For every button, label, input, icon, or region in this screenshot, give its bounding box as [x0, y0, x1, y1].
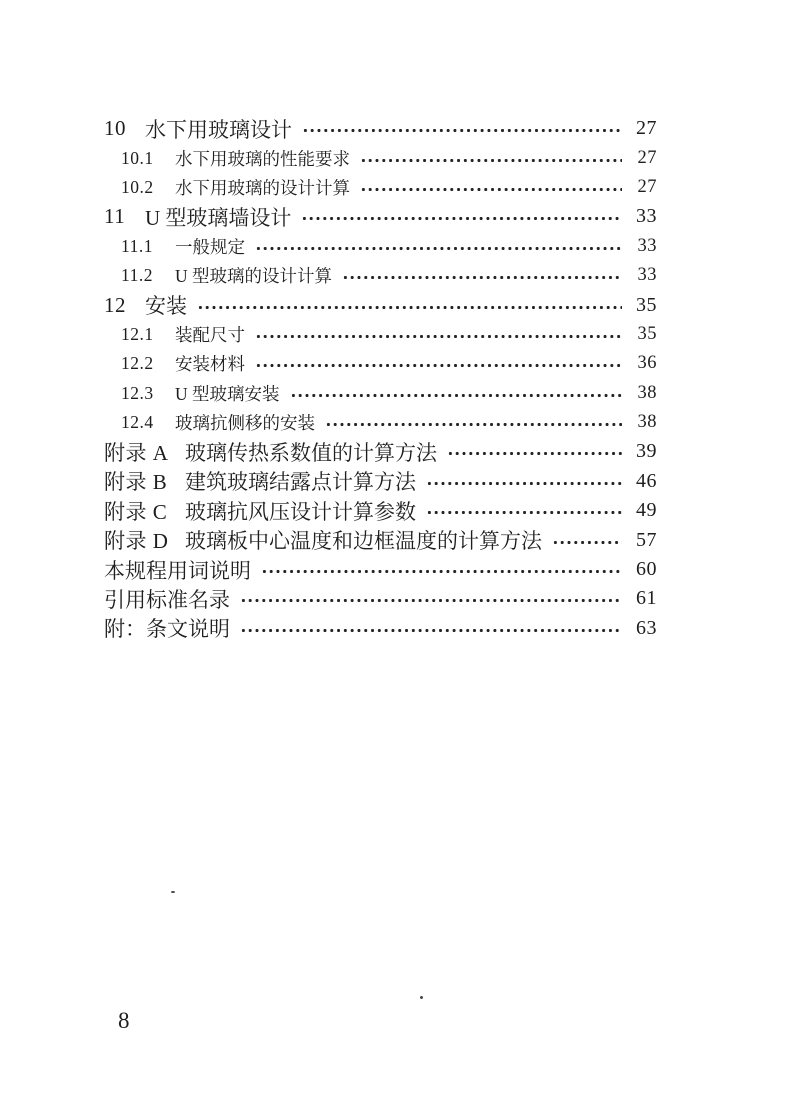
toc-entry-number: 附录 D — [104, 529, 169, 554]
toc-entry-number: 10.2 — [121, 176, 154, 197]
dot-leader — [301, 216, 622, 221]
toc-entry-page: 49 — [636, 499, 657, 522]
toc-entry-title: 水下用玻璃设计 — [145, 117, 292, 142]
toc-entry-title: U 型玻璃墙设计 — [145, 205, 292, 230]
dot-leader — [302, 128, 622, 133]
toc-entry — [0, 173, 800, 202]
toc-entry-page: 61 — [636, 587, 657, 610]
toc-entry-number: 11.1 — [121, 235, 153, 256]
dot-leader — [360, 187, 622, 192]
dot-leader — [255, 334, 622, 339]
toc-entry-number: 12.4 — [121, 412, 154, 433]
toc-entry-page: 36 — [637, 353, 657, 374]
toc-entry-number: 附录 B — [104, 470, 168, 495]
toc-entry-number: 10 — [104, 116, 126, 141]
toc-entry-number: 12 — [104, 292, 126, 317]
dot-leader — [325, 422, 622, 427]
toc-entry — [0, 379, 800, 408]
dot-leader — [261, 569, 622, 574]
toc-entry-page: 46 — [636, 469, 657, 492]
toc-entry — [0, 584, 800, 613]
scan-speck — [171, 891, 175, 893]
toc-entry-title: U 型玻璃的设计计算 — [175, 266, 333, 287]
toc-entry-title: 装配尺寸 — [175, 324, 245, 345]
toc-entry-title: 水下用玻璃的设计计算 — [175, 177, 350, 198]
toc-entry-title: 玻璃抗侧移的安装 — [175, 413, 315, 434]
dot-leader — [240, 628, 622, 633]
page-number: 8 — [118, 1008, 130, 1033]
toc-entry-page: 27 — [636, 117, 657, 140]
dot-leader — [342, 275, 622, 280]
toc-entry — [0, 467, 800, 496]
toc-entry-page: 63 — [636, 616, 657, 639]
toc-entry — [0, 496, 800, 525]
toc-entry — [0, 525, 800, 554]
toc-entry — [0, 555, 800, 584]
toc-entry-title: 本规程用词说明 — [104, 558, 251, 583]
toc-entry-title: 水下用玻璃的性能要求 — [175, 148, 350, 169]
dot-leader — [552, 540, 622, 545]
toc-entry-title: 引用标准名录 — [104, 587, 230, 612]
toc-entry-title: 安装 — [145, 294, 187, 319]
toc-entry-title: U 型玻璃安装 — [175, 383, 280, 404]
toc-entry-page: 35 — [637, 323, 657, 344]
toc-entry — [0, 349, 800, 378]
toc-entry-page: 33 — [637, 235, 657, 256]
toc-entry-page: 57 — [636, 528, 657, 551]
dot-leader — [240, 598, 622, 603]
toc-entry-title: 玻璃板中心温度和边框温度的计算方法 — [185, 529, 542, 554]
toc-entry-number: 11.2 — [121, 265, 153, 286]
dot-leader — [426, 510, 622, 515]
toc-entry-page: 60 — [636, 558, 657, 581]
toc-entry-page: 35 — [636, 293, 657, 316]
toc-entry-number: 11 — [104, 204, 126, 229]
toc-entry-number: 附录 A — [104, 441, 169, 465]
dot-leader — [255, 246, 622, 251]
toc-entry-page: 27 — [637, 147, 657, 168]
toc-entry-number: 12.3 — [121, 382, 154, 403]
dot-leader — [197, 305, 622, 310]
toc-entry — [0, 143, 800, 172]
toc-entry-page: 39 — [636, 440, 657, 463]
toc-entry-page: 38 — [637, 382, 657, 403]
toc-entry-title: 安装材料 — [175, 354, 245, 375]
toc-entry — [0, 437, 800, 466]
dot-leader — [426, 481, 622, 486]
toc-entry-number: 10.1 — [121, 147, 154, 168]
toc-entry-page: 33 — [636, 205, 657, 228]
toc-entry-title: 玻璃传热系数值的计算方法 — [185, 441, 437, 465]
toc-entry — [0, 290, 800, 319]
toc-entry-page: 38 — [637, 412, 657, 433]
toc-entry-title: 附：条文说明 — [104, 617, 230, 642]
toc-entry-title: 一般规定 — [175, 236, 245, 257]
toc-entry-page: 27 — [637, 176, 657, 197]
toc-entry — [0, 614, 800, 643]
toc-entry — [0, 202, 800, 231]
dot-leader — [290, 393, 622, 398]
toc-entry-title: 建筑玻璃结露点计算方法 — [185, 470, 416, 495]
toc-entry-number: 附录 C — [104, 499, 168, 524]
toc-entry-title: 玻璃抗风压设计计算参数 — [185, 499, 416, 524]
toc-entry — [0, 320, 800, 349]
toc-entry — [0, 261, 800, 290]
toc-entry — [0, 232, 800, 261]
toc-entry-number: 12.1 — [121, 323, 154, 344]
toc-entry-page: 33 — [637, 265, 657, 286]
dot-leader — [360, 158, 622, 163]
dot-leader — [255, 363, 622, 368]
toc-entry-number: 12.2 — [121, 353, 154, 374]
dot-leader — [447, 451, 622, 456]
table-of-contents — [0, 114, 800, 643]
toc-entry — [0, 408, 800, 437]
toc-entry — [0, 114, 800, 143]
scan-speck — [420, 996, 423, 999]
